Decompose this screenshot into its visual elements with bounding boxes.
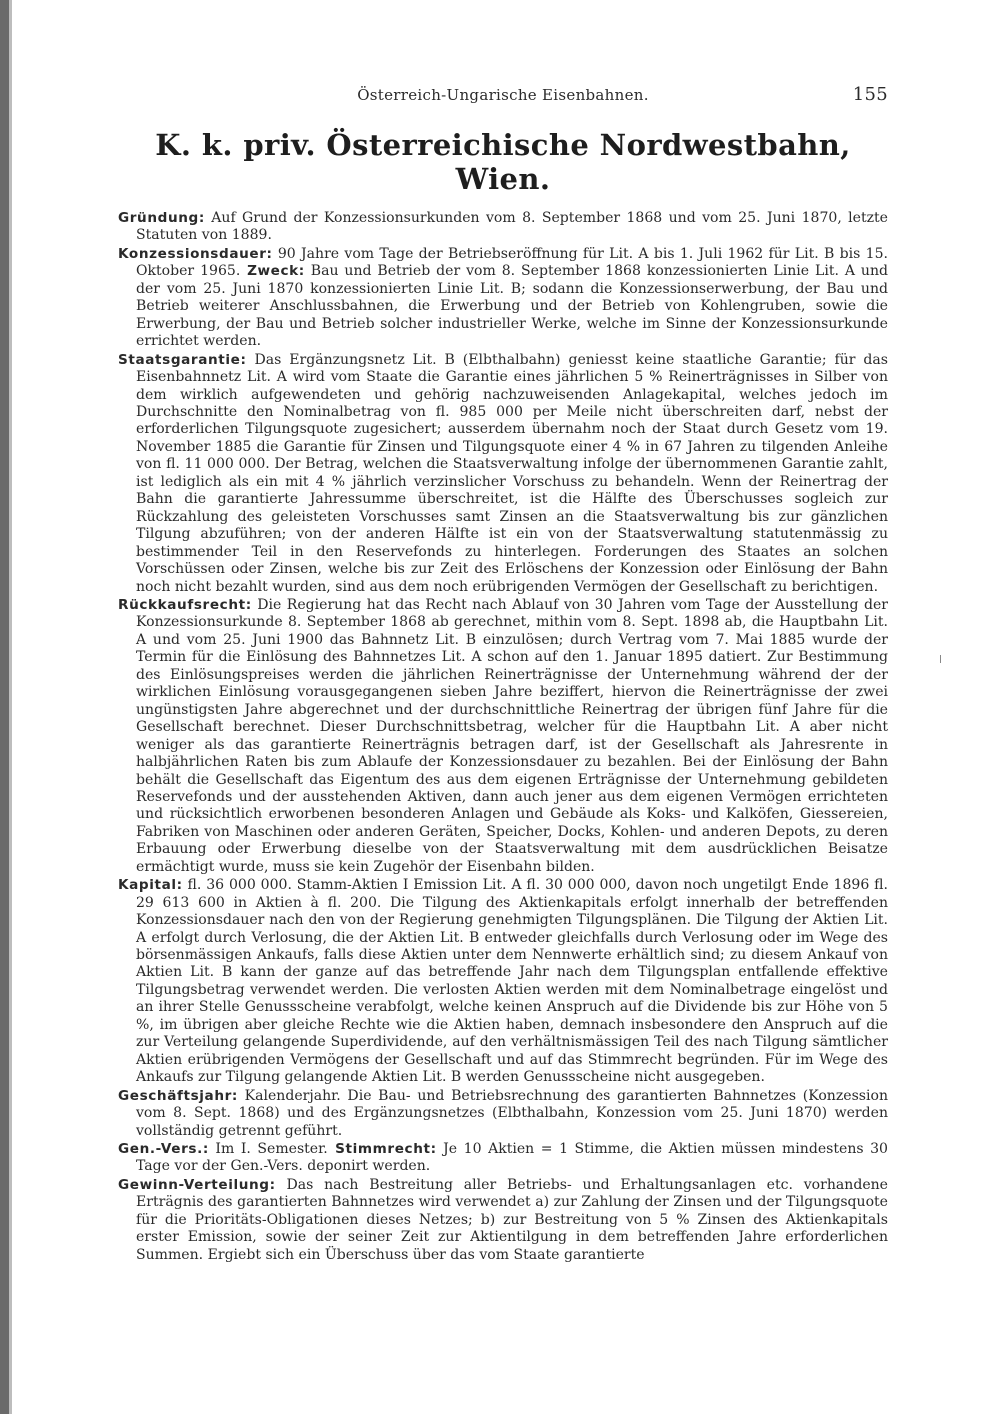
entry-konzessionsdauer	[118, 246, 888, 351]
scan-edge	[0, 0, 9, 1414]
entry-staatsgarantie	[118, 352, 888, 596]
scan-speck	[940, 655, 941, 663]
entry-gen-vers	[118, 1141, 888, 1176]
entry-text: Im I. Semester.	[208, 1141, 328, 1158]
entry-text: Die Regierung hat das Recht nach Ablauf von 30 Jahren vom Tage der Ausstellung der Konzessionsurkunde 8. September 1868 ab gerechnet, mithin vom 8. Sept. 1898 ab, die Hauptbahn Lit. A und vom 25. Juni 1900 das Bahnnetz Lit. B einzulösen; durch Vertrag vom 7. Mai 1885 wurde der Termin für die Einlösung des Bahnnetzes Lit. A schon auf den 1. Januar 1895 datiert. Zur Bestimmung des Einlösungspreises werden die jährlichen Reinerträgnisse der Unternehmung während der der wirklichen Einlösung vorausgegangenen sieben Jahre beziffert, hiervon die Reinerträgnisse der zwei ungünstigsten Jahre abgerechnet und der durchschnittliche Reinertrag der übrigen fünf Jahre für die Gesellschaft berechnet. Dieser Durchschnittsbetrag, welcher für die Hauptbahn Lit. A aber nicht weniger als das garantierte Reinerträgnis betragen darf, ist der Gesellschaft als Jahresrente in halbjährlichen Raten bis zum Ablaufe der Konzessionsdauer zu bezahlen. Bei der Einlösung der Bahn behält die Gesellschaft das Eigentum des aus dem eigenen Erträgnisse der Unternehmung gebildeten Reservefonds und der ausstehenden Aktiven, dann auch jener aus dem eigenen Vermögen errichteten und rücksichtlich erworbenen besonderen Anlagen und Gebäude als Koks- und Kalköfen, Giessereien, Fabriken von Maschinen oder anderen Geräten, Speicher, Docks, Kohlen- und anderen Depots, zu deren Erbauung oder Erwerbung dieselbe von der Staatsverwaltung mit dem ausdrücklichen Beisatze ermächtigt wurde, muss sie kein Zugehör der Eisenbahn bilden.	[136, 596, 888, 875]
entry-text: Das Ergänzungsnetz Lit. B (Elbthalbahn) geniesst keine staatliche Garantie; für das Eisenbahnnetz Lit. A wird vom Staate die Garantie eines jährlichen 5 % Reinerträgnisses in Silber von dem wirklich aufgewendeten und gehörig nachzuweisenden Anlagekapital, welches jedoch im Durchschnitte den Nominalbetrag von fl. 985 000 per Meile nicht überschreiten darf, nebst der erforderlichen Tilgungsquote zugesichert; ausserdem übernahm noch der Staat durch Gesetz vom 19. November 1885 die Garantie für Zinsen und Tilgungsquote einer 4 % in 67 Jahren zu tilgenden Anleihe von fl. 11 000 000. Der Betrag, welchen die Staatsverwaltung infolge der übernommenen Garantie zahlt, ist lediglich als ein mit 4 % jährlich verzinslicher Vorschuss zu behandeln. Wenn der Reinertrag der Bahn die garantierte Jahressumme überschreitet, ist die Hälfte des Überschusses sogleich zur Rückzahlung des geleisteten Vorschusses samt Zinsen an die Staatsverwaltung bis zur gänzlichen Tilgung abzuführen; von der anderen Hälfte ist ein von der Staatsverwaltung statutenmässig zu bestimmender Teil in den Reservefonds zu hinterlegen. Forderungen des Staates an solchen Vorschüssen oder Zinsen, welche bis zur Zeit des Erlöschens der Konzession oder Einlösung der Bahn noch nicht bezahlt wurden, sind aus dem noch erübrigenden Vermögen der Gesellschaft zu berichtigen.	[136, 351, 888, 595]
entry-inline-label: Zweck:	[240, 263, 305, 280]
running-head-title: Österreich-Ungarische Eisenbahnen.	[357, 86, 649, 104]
entry-text: 90 Jahre vom Tage der Betriebseröffnung für Lit. A bis 1. Juli 1962 für Lit. B bis 15. Oktober 1965.	[136, 245, 888, 280]
entry-text-continued: Bau und Betrieb der vom 8. September 1868 konzessionierten Linie Lit. A und der vom 25. Juni 1870 konzessionierten Linie Lit. B; sodann die Konzessionserwerbung, der Bau und Betrieb weiterer Anschlussbahnen, die Erwerbung und der Betrieb von Kohlengruben, sowie die Erwerbung, der Bau und Betrieb solcher industrieller Werke, welche im Sinne der Konzessionsurkunde errichtet werden.	[136, 263, 888, 350]
entry-label: Gen.-Vers.:	[118, 1141, 209, 1158]
entry-rueckkaufsrecht	[118, 597, 888, 876]
entry-label: Kapital:	[118, 877, 183, 894]
entry-text-continued: Je 10 Aktien = 1 Stimme, die Aktien müssen mindestens 30 Tage vor der Gen.-Vers. deponirt werden.	[136, 1141, 888, 1175]
entry-inline-label: Stimmrecht:	[327, 1141, 437, 1158]
entry-kapital	[118, 877, 888, 1086]
entry-label: Gewinn-Verteilung:	[118, 1176, 276, 1193]
entry-text: Das nach Bestreitung aller Betriebs- und Erhaltungsanlagen etc. vorhandene Erträgnis des garantierten Bahnnetzes wird verwendet a) zur Zahlung der Zinsen und der Tilgungsquote für die Prioritäts-Obligationen dieses Netzes; b) zur Bestreitung von 5 % Zinsen des Aktienkapitals erster Emission, sowie der seiner Zeit zur Aktientilgung in dem betreffenden Jahre erforderlichen Summen. Ergiebt sich ein Überschuss über das vom Staate garantierte	[136, 1176, 888, 1263]
article-title: K. k. priv. Österreichische Nordwestbahn, Wien.	[155, 128, 851, 196]
scan-edge-shadow	[9, 0, 12, 1414]
entry-label: Gründung:	[118, 210, 205, 226]
entry-label: Staatsgarantie:	[118, 351, 247, 368]
page-number: 155	[852, 84, 888, 105]
entry-label: Rückkaufsrecht:	[118, 596, 252, 613]
entry-label: Konzessionsdauer:	[118, 245, 273, 262]
running-head	[118, 84, 888, 110]
entry-label: Geschäftsjahr:	[118, 1087, 238, 1104]
document-page	[118, 84, 888, 1264]
entry-gewinn-verteilung	[118, 1177, 888, 1264]
entry-text: Auf Grund der Konzessionsurkunden vom 8. September 1868 und vom 25. Juni 1870, letzte Statuten von 1889.	[136, 210, 888, 244]
entry-text: Kalenderjahr. Die Bau- und Betriebsrechnung des garantierten Bahnnetzes (Konzession vom 8. Sept. 1868) und des Ergänzungsnetzes (Elbthalbahn, Konzession vom 25. Juni 1870) werden vollständig getrennt geführt.	[136, 1087, 888, 1139]
entry-geschaeftsjahr	[118, 1088, 888, 1140]
entry-gruendung	[118, 210, 888, 245]
entry-text: fl. 36 000 000. Stamm-Aktien I Emission Lit. A fl. 30 000 000, davon noch ungetilgt Ende 1896 fl. 29 613 600 in Aktien à fl. 200. Die Tilgung des Aktienkapitals erfolgt innerhalb der betreffenden Konzessionsdauer nach den von der Regierung genehmigten Tilgungsplänen. Die Tilgung der Aktien Lit. A erfolgt durch Verlosung, die der Aktien Lit. B entweder gleichfalls durch Verlosung oder im Wege des börsenmässigen Ankaufs, falls diese Aktien unter dem Nennwerte erhältlich sind; zu diesem Ankauf von Aktien Lit. B kann der ganze auf das betreffende Jahr nach dem Tilgungsplan entfallende effektive Tilgungsbetrag verwendet werden. Die verlosten Aktien werden mit dem Nominalbetrage eingelöst und an ihrer Stelle Genussscheine verabfolgt, welche keinen Anspruch auf die Dividende bis zur Höhe von 5 %, im übrigen aber gleiche Rechte wie die Aktien haben, demnach insbesondere den Anspruch auf die zur Verteilung gelangende Superdividende, auf den verhältnismässigen Teil des nach Tilgung sämtlicher Aktien erübrigenden Vermögens der Gesellschaft und auf das Stimmrecht begründen. Für im Wege des Ankaufs zur Tilgung gelangende Aktien Lit. B werden Genussscheine nicht ausgegeben.	[136, 877, 888, 1086]
